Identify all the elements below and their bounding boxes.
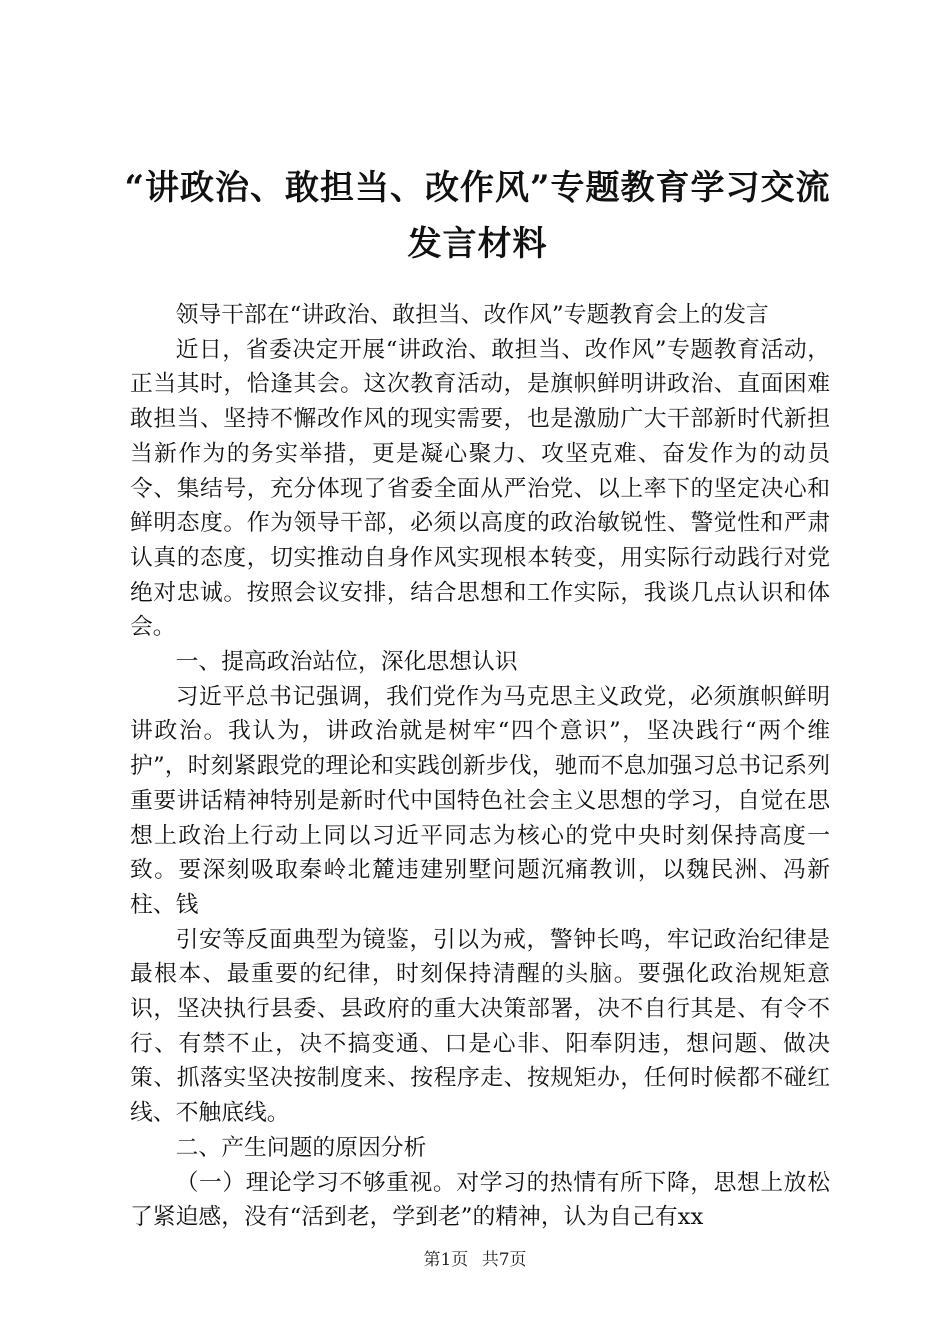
paragraph-section-1: 习近平总书记强调，我们党作为马克思主义政党，必须旗帜鲜明讲政治。我认为，讲政治就是树牢“四个意识”，坚决践行“两个维护”，时刻紧跟党的理论和实践创新步伐，驰而不息加强习总书记系列重要讲话精神特别是新时代中国特色社会主义思想的学习，自觉在思想上政治上行动上同以习近平同志为核心的党中央时刻保持高度一致。要深刻吸取秦岭北麓违建别墅问题沉痛教训，以魏民洲、冯新柱、钱 — [130, 683, 830, 918]
section-heading-2: 二、产生问题的原因分析 — [175, 1134, 427, 1161]
paragraph-subtitle: 领导干部在“讲政治、敢担当、改作风”专题教育会上的发言 — [175, 302, 769, 328]
paragraph-section-1-cont: 引安等反面典型为镜鉴，引以为戒，警钟长鸣，牢记政治纪律是最根本、最重要的纪律，时刻保持清醒的头脑。要强化政治规矩意识，坚决执行县委、县政府的重大决策部署，决不自行其是、有令不行、有禁不止，决不搞变通、口是心非、阳奉阴违，想问题、做决策、抓落实坚决按制度来、按程序走、按规矩办，任何时候都不碰红线、不触底线。 — [130, 926, 830, 1127]
page-number: 第1页 — [423, 1250, 469, 1270]
document-body — [130, 298, 830, 1235]
document-title: “讲政治、敢担当、改作风”专题教育学习交流发言材料 — [124, 168, 831, 264]
page-footer — [0, 1245, 950, 1270]
page-total: 共7页 — [481, 1250, 527, 1270]
paragraph-section-2: （一）理论学习不够重视。对学习的热情有所下降，思想上放松了紧迫感，没有“活到老，学到老”的精神，认为自己有xx — [130, 1169, 830, 1231]
section-heading-1: 一、提高政治站位，深化思想认识 — [175, 649, 518, 676]
paragraph-intro: 近日，省委决定开展“讲政治、敢担当、改作风”专题教育活动，正当其时，恰逢其会。这次教育活动，是旗帜鲜明讲政治、直面困难敢担当、坚持不懈改作风的现实需要，也是激励广大干部新时代新担当新作为的务实举措，更是凝心聚力、攻坚克难、奋发作为的动员令、集结号，充分体现了省委全面从严治党、以上率下的坚定决心和鲜明态度。作为领导干部，必须以高度的政治敏锐性、警觉性和严肃认真的态度，切实推动自身作风实现根本转变，用实际行动践行对党绝对忠诚。按照会议安排，结合思想和工作实际，我谈几点认识和体会。 — [130, 336, 830, 641]
